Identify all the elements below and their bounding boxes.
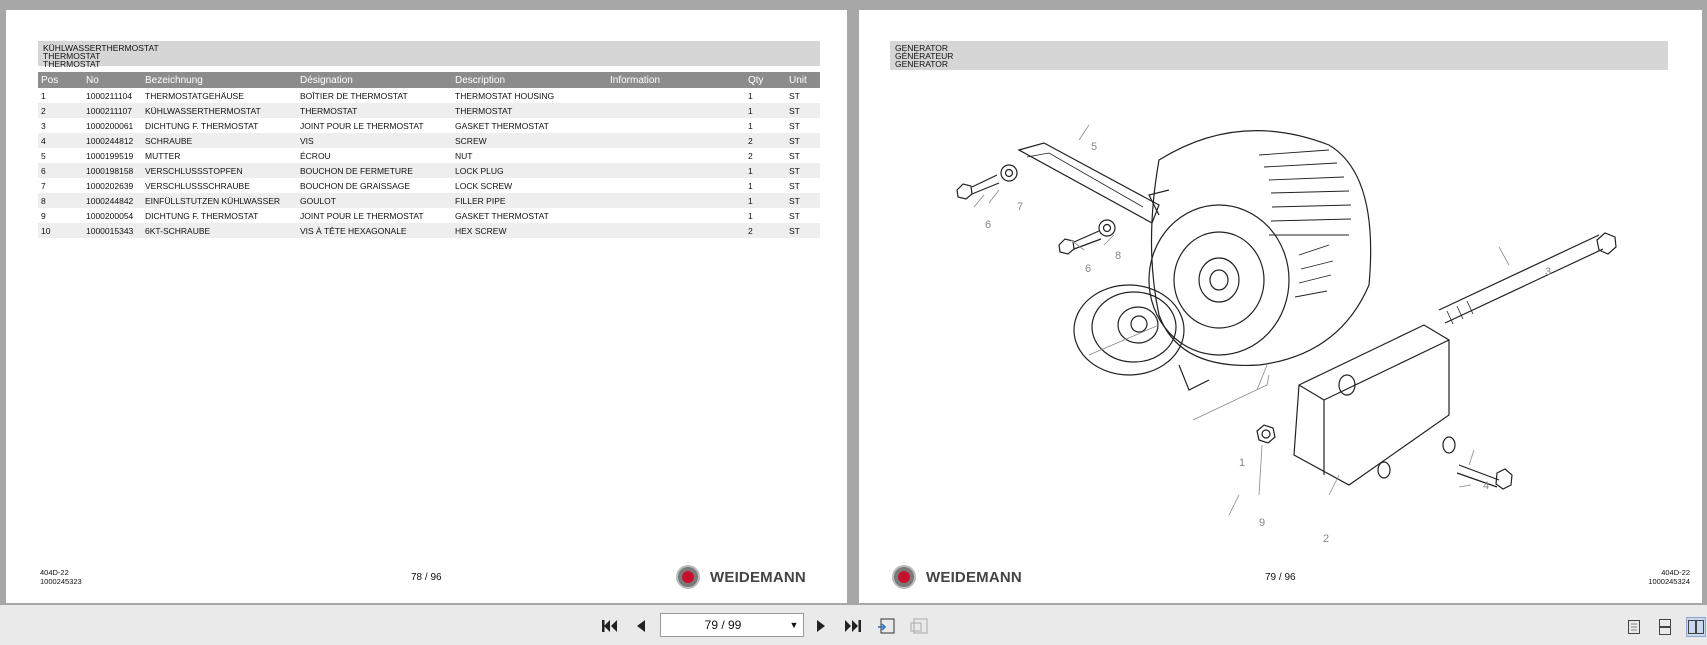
left-footer-model: 404D-22	[40, 568, 69, 577]
next-page-icon	[815, 618, 829, 634]
cell-pos: 3	[41, 120, 46, 131]
cell-description: LOCK SCREW	[455, 180, 513, 191]
cell-qty: 1	[748, 120, 753, 131]
cell-description: THERMOSTAT	[452, 103, 607, 118]
cell-description: NUT	[455, 150, 473, 161]
cell-no: 1000211107	[83, 103, 142, 118]
callout-3: 3	[1545, 266, 1552, 278]
cell-qty: 2	[745, 133, 786, 148]
cell-bezeichnung: MUTTER	[145, 150, 181, 161]
table-row	[38, 88, 820, 103]
cell-information	[607, 208, 745, 223]
cell-pos: 8	[38, 193, 83, 208]
right-weidemann-logo	[892, 565, 1022, 589]
cell-designation: BOUCHON DE GRAISSAGE	[300, 180, 411, 191]
cell-designation: BOUCHON DE FERMETURE	[297, 163, 452, 178]
cell-pos: 5	[41, 150, 46, 161]
cell-unit: ST	[786, 193, 820, 208]
cell-unit: ST	[789, 90, 800, 101]
cell-bezeichnung: KÜHLWASSERTHERMOSTAT	[142, 103, 297, 118]
right-page-number: 79 / 96	[1265, 572, 1296, 583]
cell-qty: 2	[748, 150, 753, 161]
section-title-de: KÜHLWASSERTHERMOSTAT	[43, 43, 159, 53]
cell-no: 1000211104	[86, 90, 133, 101]
diagram-title-box	[890, 41, 1668, 70]
col-bezeichnung: Bezeichnung	[142, 72, 297, 88]
first-page-icon	[600, 618, 618, 634]
table-row	[38, 178, 820, 193]
diagram-title-de: GENERATOR	[895, 43, 949, 53]
cell-no: 1000200054	[86, 210, 134, 221]
left-footer-doc: 1000245323	[40, 577, 82, 586]
next-page-button[interactable]	[811, 617, 833, 635]
cell-no: 1000198158	[83, 163, 142, 178]
viewer-toolbar	[0, 605, 1707, 645]
cell-no: 1000244812	[83, 133, 142, 148]
cell-information	[607, 118, 745, 133]
diagram-title-fr: GÉNÉRATEUR	[895, 51, 954, 61]
cell-designation: GOULOT	[297, 193, 452, 208]
cell-description: GASKET THERMOSTAT	[455, 120, 549, 131]
callout-6b: 6	[1085, 263, 1092, 275]
table-row	[38, 223, 820, 238]
left-page	[6, 10, 847, 603]
cell-unit: ST	[786, 133, 820, 148]
cell-information	[607, 178, 745, 193]
cell-designation: THERMOSTAT	[297, 103, 452, 118]
callout-8: 8	[1115, 250, 1122, 262]
table-row	[38, 163, 820, 178]
weidemann-logo-icon	[676, 565, 700, 589]
callout-5: 5	[1091, 141, 1098, 153]
left-footer-info	[40, 568, 82, 586]
continuous-view-button[interactable]	[1655, 617, 1675, 637]
cell-information	[607, 223, 745, 238]
fit-page-icon	[876, 617, 896, 635]
cell-qty: 1	[745, 163, 786, 178]
cell-information	[607, 148, 745, 163]
cell-no: 1000244842	[83, 193, 142, 208]
cell-unit: ST	[786, 223, 820, 238]
fit-width-icon	[909, 617, 929, 635]
cell-designation: ÉCROU	[300, 150, 331, 161]
cell-pos: 6	[38, 163, 83, 178]
cell-pos: 4	[38, 133, 83, 148]
fit-width-button[interactable]	[908, 617, 930, 635]
diagram-title-en: GENERATOR	[895, 59, 949, 69]
cell-unit: ST	[789, 180, 800, 191]
left-weidemann-logo	[676, 565, 806, 589]
cell-description: GASKET THERMOSTAT	[455, 210, 549, 221]
prev-page-button[interactable]	[629, 617, 651, 635]
col-qty: Qty	[745, 72, 786, 88]
cell-bezeichnung: DICHTUNG F. THERMOSTAT	[145, 120, 259, 131]
right-footer-info	[1648, 568, 1690, 586]
cell-information	[607, 133, 745, 148]
cell-pos: 1	[41, 90, 46, 101]
left-page-number: 78 / 96	[411, 572, 442, 583]
right-footer-model: 404D-22	[1661, 568, 1690, 577]
last-page-icon	[844, 618, 862, 634]
parts-table	[38, 72, 820, 238]
last-page-button[interactable]	[842, 617, 864, 635]
cell-designation: JOINT POUR LE THERMOSTAT	[300, 120, 424, 131]
cell-information	[607, 88, 745, 103]
cell-description: THERMOSTAT HOUSING	[455, 90, 555, 101]
table-row	[38, 118, 820, 133]
callout-6a: 6	[985, 219, 992, 231]
two-page-view-icon	[1688, 620, 1704, 634]
cell-unit: ST	[786, 103, 820, 118]
cell-bezeichnung: THERMOSTATGEHÄUSE	[145, 90, 244, 101]
cell-pos: 10	[38, 223, 83, 238]
cell-no: 1000202639	[86, 180, 134, 191]
table-row	[38, 208, 820, 223]
col-no: No	[83, 72, 142, 88]
cell-qty: 1	[748, 180, 753, 191]
col-pos: Pos	[38, 72, 83, 88]
continuous-view-icon	[1658, 619, 1672, 635]
table-header-row	[38, 72, 820, 88]
cell-pos: 2	[38, 103, 83, 118]
prev-page-icon	[633, 618, 647, 634]
cell-unit: ST	[789, 120, 800, 131]
logo-wordmark: WEIDEMANN	[710, 568, 806, 586]
section-title-en: THERMOSTAT	[43, 59, 101, 69]
cell-unit: ST	[789, 150, 800, 161]
cell-information	[607, 193, 745, 208]
table-row	[38, 193, 820, 208]
cell-qty: 1	[748, 210, 753, 221]
cell-information	[607, 103, 745, 118]
cell-no: 1000199519	[86, 150, 134, 161]
cell-description: HEX SCREW	[452, 223, 607, 238]
cell-unit: ST	[786, 163, 820, 178]
generator-exploded-diagram	[859, 95, 1702, 545]
cell-pos: 7	[41, 180, 46, 191]
col-description: Description	[452, 72, 607, 88]
cell-qty: 2	[745, 223, 786, 238]
cell-bezeichnung: VERSCHLUSSSCHRAUBE	[145, 180, 250, 191]
single-page-view-button[interactable]	[1624, 617, 1644, 637]
cell-bezeichnung: 6KT-SCHRAUBE	[142, 223, 297, 238]
page-number-value: 79 / 99	[704, 618, 742, 632]
callout-2: 2	[1323, 533, 1330, 545]
callout-7: 7	[1017, 201, 1024, 213]
cell-description: LOCK PLUG	[452, 163, 607, 178]
cell-bezeichnung: DICHTUNG F. THERMOSTAT	[145, 210, 259, 221]
col-information: Information	[607, 72, 745, 88]
table-row	[38, 133, 820, 148]
cell-designation: BOÎTIER DE THERMOSTAT	[300, 90, 408, 101]
cell-unit: ST	[789, 210, 800, 221]
col-unit: Unit	[786, 72, 820, 88]
cell-designation: JOINT POUR LE THERMOSTAT	[300, 210, 424, 221]
cell-designation: VIS À TÊTE HEXAGONALE	[297, 223, 452, 238]
cell-qty: 1	[745, 193, 786, 208]
callout-4: 4	[1483, 480, 1490, 492]
cell-description: SCREW	[452, 133, 607, 148]
weidemann-logo-icon	[892, 565, 916, 589]
cell-qty: 1	[745, 103, 786, 118]
cell-bezeichnung: VERSCHLUSSSTOPFEN	[142, 163, 297, 178]
table-row	[38, 148, 820, 163]
table-row	[38, 103, 820, 118]
cell-qty: 1	[748, 90, 753, 101]
single-page-view-icon	[1627, 619, 1641, 635]
page-number-field[interactable]	[660, 613, 804, 637]
two-page-view-button[interactable]	[1686, 617, 1706, 637]
chevron-down-icon[interactable]: ▼	[789, 620, 799, 630]
callout-9: 9	[1259, 517, 1266, 529]
cell-bezeichnung: EINFÜLLSTUTZEN KÜHLWASSER	[142, 193, 297, 208]
col-designation: Désignation	[297, 72, 452, 88]
section-title-box	[38, 41, 820, 69]
cell-designation: VIS	[297, 133, 452, 148]
right-footer-doc: 1000245324	[1648, 577, 1690, 586]
section-title-fr: THERMOSTAT	[43, 51, 101, 61]
cell-pos: 9	[41, 210, 46, 221]
right-page	[859, 10, 1702, 603]
cell-bezeichnung: SCHRAUBE	[142, 133, 297, 148]
first-page-button[interactable]	[598, 617, 620, 635]
callout-1: 1	[1239, 457, 1246, 469]
logo-wordmark: WEIDEMANN	[926, 568, 1022, 586]
cell-information	[607, 163, 745, 178]
cell-no: 1000200061	[86, 120, 134, 131]
cell-no: 1000015343	[83, 223, 142, 238]
fit-page-button[interactable]	[875, 617, 897, 635]
cell-description: FILLER PIPE	[452, 193, 607, 208]
